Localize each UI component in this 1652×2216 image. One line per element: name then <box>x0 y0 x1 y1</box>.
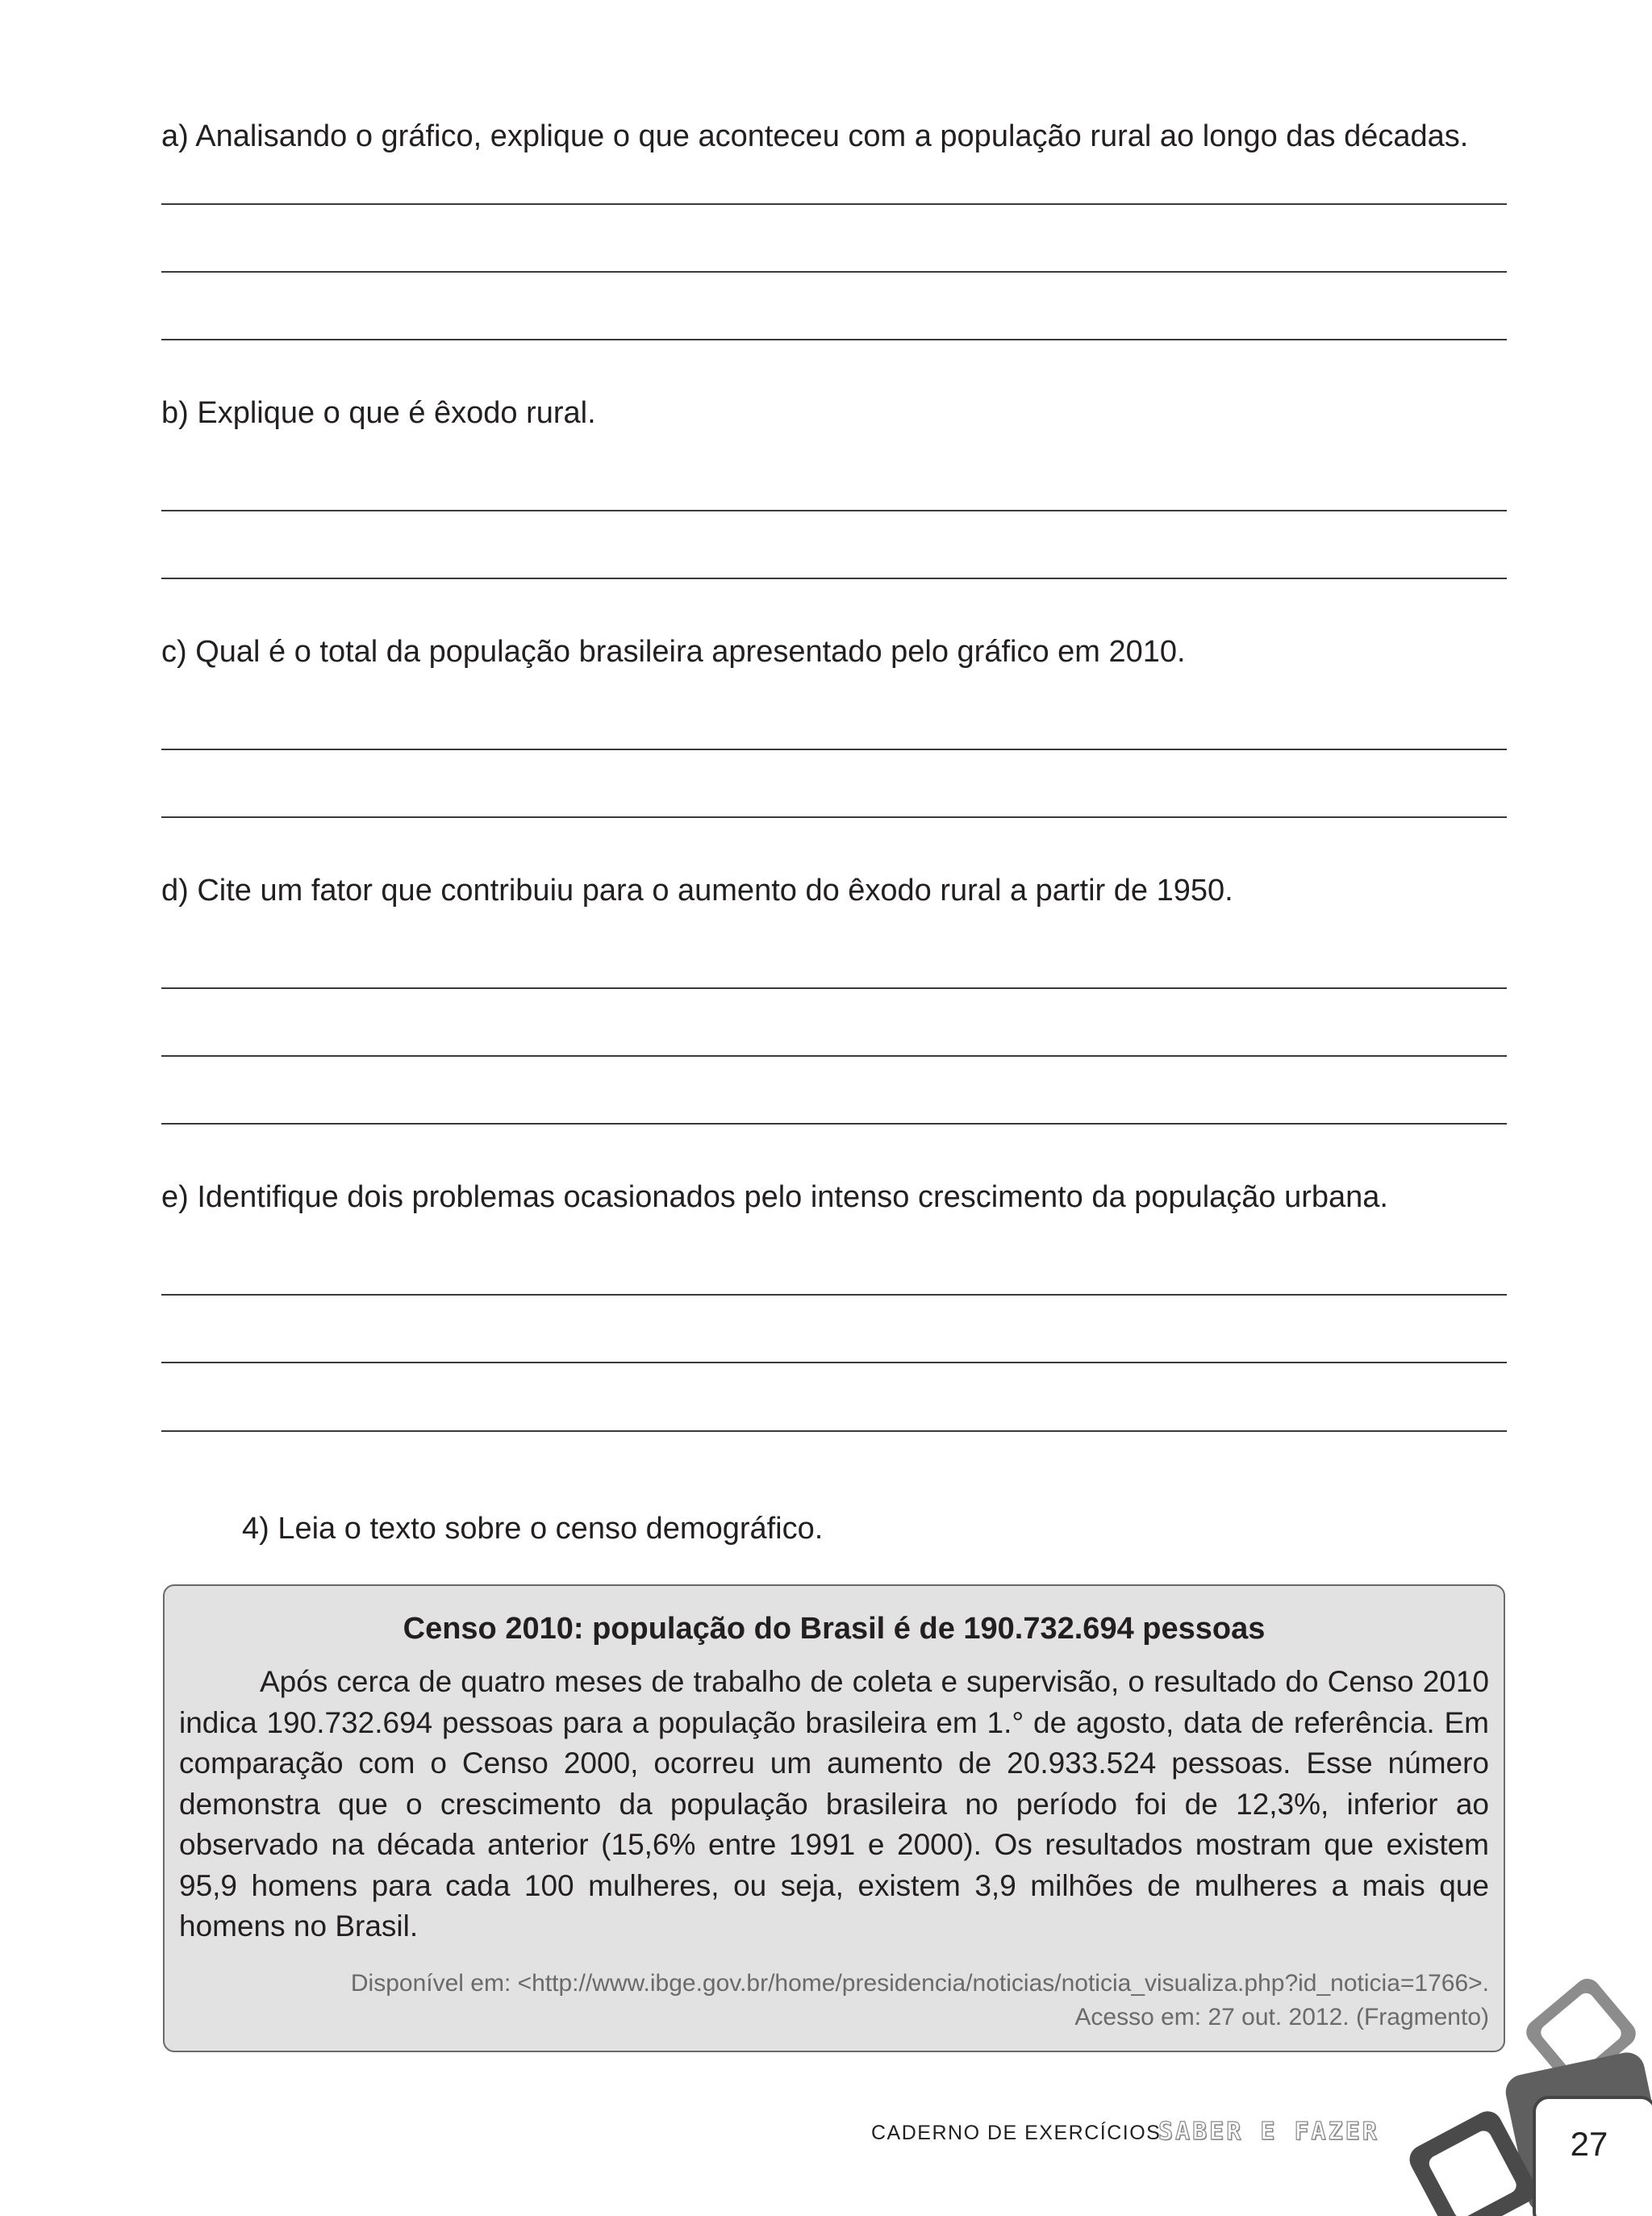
answer-line[interactable] <box>161 749 1507 750</box>
question-c: c) Qual é o total da população brasileira apresentado pelo gráfico em 2010. <box>161 635 1186 669</box>
footer-label: CADERNO DE EXERCÍCIOS <box>871 2122 1162 2144</box>
census-box-source <box>351 1967 1489 2034</box>
question-b: b) Explique o que é êxodo rural. <box>161 396 596 430</box>
question-d: d) Cite um fator que contribuiu para o aumento do êxodo rural a partir de 1950. <box>161 874 1233 908</box>
source-url-line: Disponível em: <http://www.ibge.gov.br/home/presidencia/noticias/noticia_visualiza.php?id_noticia=1766>. <box>350 1970 1489 1997</box>
decorative-squares-icon <box>1395 1968 1652 2216</box>
answer-line[interactable] <box>161 578 1507 579</box>
census-box-body: Após cerca de quatro meses de trabalho de coleta e supervisão, o resultado do Censo 2010 indica 190.732.694 pessoas para a população brasileira em 1.° de agosto, data de referência. Em comparação com o Censo 2000, ocorreu um aumento de 20.933.524 pessoas. Esse número demonstra que o crescimento da população brasileira no período foi de 12,3%, inferior ao observado na década anterior (15,6% entre 1991 e 2000). Os resultados mostram que existem 95,9 homens para cada 100 mulheres, ou seja, existem 3,9 milhões de mulheres a mais que homens no Brasil. <box>179 1665 1489 1943</box>
question-e: e) Identifique dois problemas ocasionados pelo intenso crescimento da população urbana. <box>161 1180 1388 1214</box>
answer-line[interactable] <box>161 1123 1507 1125</box>
answer-line[interactable] <box>161 816 1507 818</box>
answer-line[interactable] <box>161 987 1507 989</box>
answer-line[interactable] <box>161 1430 1507 1432</box>
answer-line[interactable] <box>161 1055 1507 1057</box>
census-box-title: Censo 2010: população do Brasil é de 190.732.694 pessoas <box>403 1612 1266 1646</box>
source-access-line: Acesso em: 27 out. 2012. (Fragmento) <box>1074 2004 1489 2030</box>
exercise-4-prompt: 4) Leia o texto sobre o censo demográfico. <box>242 1512 824 1546</box>
answer-line[interactable] <box>161 339 1507 340</box>
answer-line[interactable] <box>161 203 1507 205</box>
answer-line[interactable] <box>161 510 1507 511</box>
answer-line[interactable] <box>161 271 1507 273</box>
question-a: a) Analisando o gráfico, explique o que aconteceu com a população rural ao longo das décadas. <box>161 119 1469 153</box>
census-text-box <box>163 1584 1505 2052</box>
page-number: 27 <box>1570 2125 1608 2163</box>
answer-line[interactable] <box>161 1362 1507 1363</box>
answer-line[interactable] <box>161 1294 1507 1296</box>
footer-brand-logo: SABER E FAZER <box>1158 2118 1379 2146</box>
